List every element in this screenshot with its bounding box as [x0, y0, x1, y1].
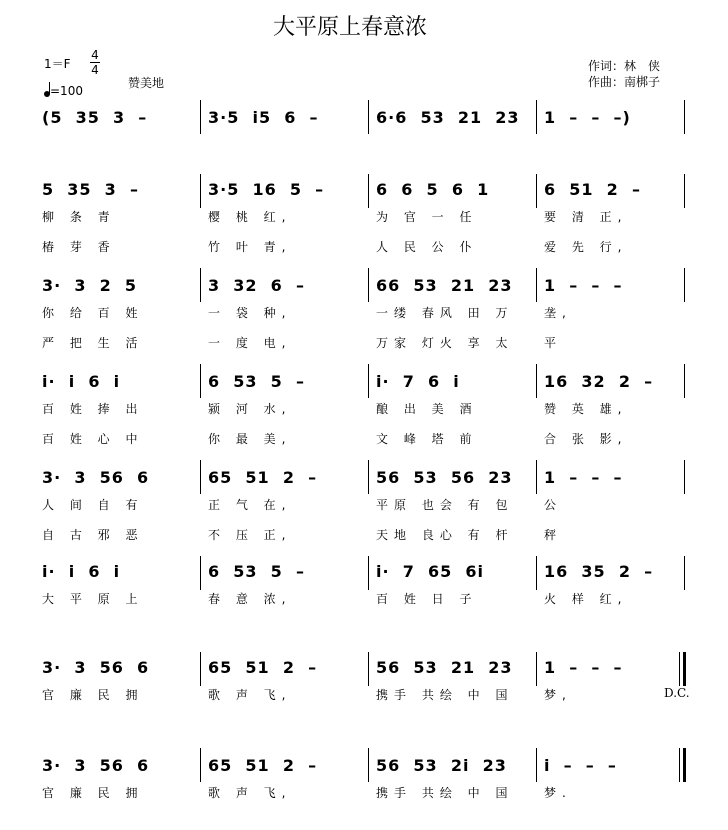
barline — [536, 652, 537, 686]
barline — [684, 364, 685, 398]
lyric-verse-1: 正 气 在, — [208, 498, 292, 512]
time-signature — [88, 48, 102, 77]
lyric-verse-2: 天地 良心 有 杆 — [376, 528, 514, 542]
measure-notes: (5 35 3 – — [42, 108, 148, 127]
measure-notes: 56 53 2i 23 — [376, 756, 507, 775]
barline — [368, 268, 369, 302]
measure-notes: 6 51 2 – — [544, 180, 641, 199]
lyric-verse-1: 歌 声 飞, — [208, 688, 292, 702]
lyric-verse-2: 平 — [544, 336, 563, 350]
lyric-verse-2: 爱 先 行, — [544, 240, 628, 254]
lyric-verse-1: 要 清 正, — [544, 210, 628, 224]
barline — [368, 174, 369, 208]
final-barline-thin — [679, 748, 680, 782]
measure-notes: 3·5 16 5 – — [208, 180, 325, 199]
dc-marking: D.C. — [664, 686, 690, 700]
measure-notes: 3· 3 56 6 — [42, 658, 150, 677]
barline — [200, 364, 201, 398]
final-barline-thin — [679, 652, 680, 686]
measure-notes: i· 7 6 i — [376, 372, 460, 391]
lyric-verse-2: 严 把 生 活 — [42, 336, 144, 350]
barline — [536, 364, 537, 398]
final-barline-thick — [683, 652, 686, 686]
lyric-verse-1: 颍 河 水, — [208, 402, 292, 416]
lyric-verse-1: 一 袋 种, — [208, 306, 292, 320]
barline — [368, 652, 369, 686]
measure-notes: i· i 6 i — [42, 372, 121, 391]
measure-notes: 3· 3 2 5 — [42, 276, 138, 295]
measure-notes: 1 – – – — [544, 468, 623, 487]
barline — [200, 100, 201, 134]
lyric-verse-1: 樱 桃 红, — [208, 210, 292, 224]
lyric-verse-1: 梦, — [544, 688, 572, 702]
lyric-verse-1: 人 间 自 有 — [42, 498, 144, 512]
lyric-verse-2: 一 度 电, — [208, 336, 292, 350]
lyric-verse-1: 为 官 一 任 — [376, 210, 478, 224]
lyric-verse-1: 公 — [544, 498, 563, 512]
lyric-verse-1: 歌 声 飞, — [208, 786, 292, 800]
lyric-verse-2: 百 姓 心 中 — [42, 432, 144, 446]
barline — [684, 100, 685, 134]
song-title: 大平原上春意浓 — [272, 15, 427, 40]
lyric-verse-2: 合 张 影, — [544, 432, 628, 446]
barline — [536, 748, 537, 782]
lyric-verse-2: 不 压 正, — [208, 528, 292, 542]
lyric-verse-1: 携手 共绘 中 国 — [376, 786, 514, 800]
lyric-verse-1: 你 给 百 姓 — [42, 306, 144, 320]
measure-notes: 56 53 21 23 — [376, 658, 513, 677]
measure-notes: 16 35 2 – — [544, 562, 654, 581]
measure-notes: 1 – – – — [544, 658, 623, 677]
barline — [200, 652, 201, 686]
barline — [200, 748, 201, 782]
measure-notes: 65 51 2 – — [208, 756, 318, 775]
lyric-verse-1: 百 姓 日 子 — [376, 592, 478, 606]
measure-notes: 6 6 5 6 1 — [376, 180, 490, 199]
measure-notes: 3·5 i5 6 – — [208, 108, 319, 127]
lyric-verse-2: 竹 叶 青, — [208, 240, 292, 254]
lyric-verse-2: 万家 灯火 享 太 — [376, 336, 514, 350]
barline — [536, 556, 537, 590]
style-marking: 赞美地 — [128, 76, 165, 90]
measure-notes: 1 – – –) — [544, 108, 631, 127]
lyric-verse-2: 自 古 邪 恶 — [42, 528, 144, 542]
lyric-verse-1: 官 廉 民 拥 — [42, 786, 144, 800]
measure-notes: 6 53 5 – — [208, 372, 305, 391]
barline — [536, 100, 537, 134]
measure-notes: i – – – — [544, 756, 617, 775]
measure-notes: 3 32 6 – — [208, 276, 305, 295]
barline — [684, 174, 685, 208]
measure-notes: 65 51 2 – — [208, 658, 318, 677]
tempo-value: =100 — [50, 84, 83, 98]
barline — [684, 268, 685, 302]
final-barline-thick — [683, 748, 686, 782]
measure-notes: 56 53 56 23 — [376, 468, 513, 487]
barline — [368, 556, 369, 590]
barline — [536, 460, 537, 494]
lyric-verse-2: 你 最 美, — [208, 432, 292, 446]
measure-notes: 1 – – – — [544, 276, 623, 295]
lyric-verse-1: 酿 出 美 酒 — [376, 402, 478, 416]
lyric-verse-1: 一缕 春风 田 万 — [376, 306, 514, 320]
measure-notes: 6 53 5 – — [208, 562, 305, 581]
barline — [200, 556, 201, 590]
lyric-verse-2: 椿 芽 香 — [42, 240, 116, 254]
measure-notes: 3· 3 56 6 — [42, 468, 150, 487]
key-signature: 1＝F — [44, 57, 71, 71]
barline — [536, 268, 537, 302]
lyric-verse-1: 梦. — [544, 786, 572, 800]
time-signature-top: 4 — [91, 48, 99, 62]
lyric-verse-1: 垄, — [544, 306, 572, 320]
measure-notes: 5 35 3 – — [42, 180, 139, 199]
barline — [368, 460, 369, 494]
quarter-note-icon — [44, 91, 50, 97]
lyricist-credit: 作词：林 侠 — [588, 59, 661, 73]
lyric-verse-2: 秤 — [544, 528, 563, 542]
tempo-marking — [44, 84, 83, 98]
measure-notes: 65 51 2 – — [208, 468, 318, 487]
measure-notes: 6·6 53 21 23 — [376, 108, 520, 127]
lyric-verse-1: 官 廉 民 拥 — [42, 688, 144, 702]
barline — [684, 556, 685, 590]
measure-notes: 16 32 2 – — [544, 372, 654, 391]
lyric-verse-1: 春 意 浓, — [208, 592, 292, 606]
barline — [200, 268, 201, 302]
barline — [368, 364, 369, 398]
barline — [200, 460, 201, 494]
lyric-verse-1: 百 姓 捧 出 — [42, 402, 144, 416]
lyric-verse-2: 人 民 公 仆 — [376, 240, 478, 254]
measure-notes: i· 7 65 6i — [376, 562, 484, 581]
lyric-verse-2: 文 峰 塔 前 — [376, 432, 478, 446]
lyric-verse-1: 大 平 原 上 — [42, 592, 144, 606]
lyric-verse-1: 平原 也会 有 包 — [376, 498, 514, 512]
measure-notes: i· i 6 i — [42, 562, 121, 581]
lyric-verse-1: 赞 英 雄, — [544, 402, 628, 416]
barline — [200, 174, 201, 208]
lyric-verse-1: 携手 共绘 中 国 — [376, 688, 514, 702]
barline — [536, 174, 537, 208]
composer-credit: 作曲：南梆子 — [588, 75, 661, 89]
measure-notes: 3· 3 56 6 — [42, 756, 150, 775]
lyric-verse-1: 火 样 红, — [544, 592, 628, 606]
measure-notes: 66 53 21 23 — [376, 276, 513, 295]
barline — [368, 100, 369, 134]
barline — [684, 460, 685, 494]
lyric-verse-1: 柳 条 青 — [42, 210, 116, 224]
barline — [368, 748, 369, 782]
time-signature-bottom: 4 — [91, 63, 99, 77]
